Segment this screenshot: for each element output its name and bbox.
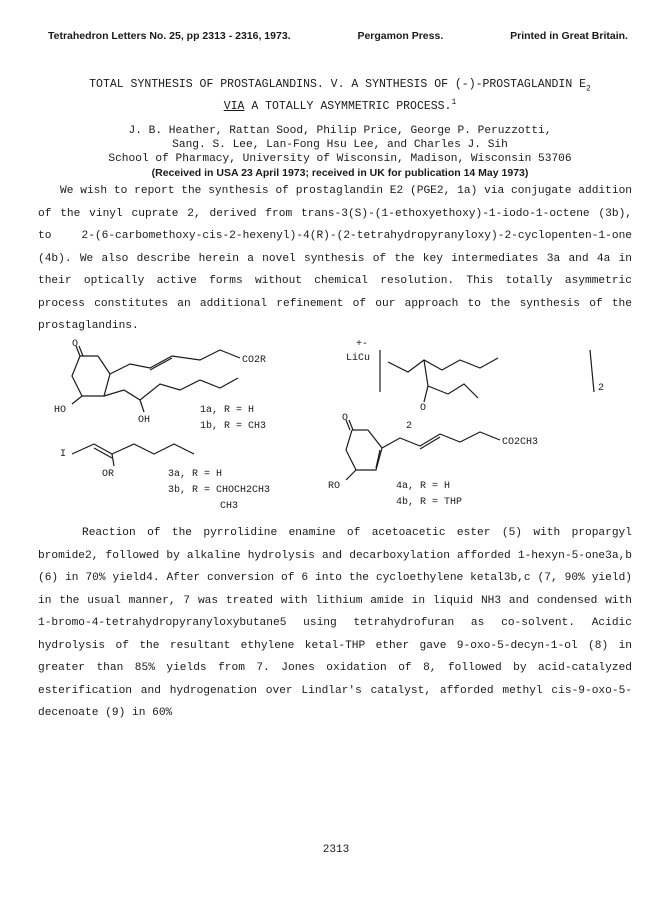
c1a-label: 1a, R = H [200, 405, 255, 416]
c4b-label: 4b, R = THP [396, 497, 463, 508]
journal-citation: Tetrahedron Letters No. 25, pp 2313 - 2316, 1973. [48, 30, 291, 42]
running-header [48, 30, 628, 42]
c4a-label: 4a, R = H [396, 481, 451, 492]
chemical-structures [50, 338, 630, 518]
paragraph-body: Reaction of the pyrrolidine enamine of acetoacetic ester (5) with propargyl bromide2, followed by alkaline hydrolysis and decarboxylation afforded 1-hexyn-5-one3a,b (6) in 70% yield4. After conversion of 6 into the cycloethylene ketal3b,c (7, 90% yield) in the usual manner, 7 was treated with lithium amide in liquid NH3 and condensed with 1-bromo-4-tetrahydropyranyloxybutane5 using tetrahydrofuran as co-solvent. Acidic hydrolysis of the resultant ethylene ketal-THP ether gave 9-oxo-5-decyn-1-ol (8) in greater than 85% yields from 7. Jones oxidation of 8, followed by acid-catalyzed esterification and hydrogenation over Lindlar's catalyst, afforded methyl cis-9-oxo-5-decenoate (9) in 60% [38, 527, 632, 719]
c1-oh: OH [138, 415, 151, 426]
author-line1: J. B. Heather, Rattan Sood, Philip Price, George P. Peruzzotti, [128, 125, 552, 137]
c4-ketone-o: O [342, 413, 349, 424]
c2-licu: LiCu [346, 353, 371, 364]
publisher: Pergamon Press. [357, 30, 444, 42]
printed-in: Printed in Great Britain. [510, 30, 628, 42]
article-title-line2 [40, 98, 640, 113]
structures-figure [50, 338, 630, 518]
c4-ro: RO [328, 481, 341, 492]
c1b-label: 1b, R = CH3 [200, 421, 267, 432]
c1-co2r: CO2R [242, 355, 267, 366]
c1-ketone-o: O [72, 339, 79, 350]
c3b-label: 3b, R = CHOCH2CH3 [168, 485, 271, 496]
c4-co2ch3: CO2CH3 [502, 437, 539, 448]
paragraph-intro: We wish to report the synthesis of prostaglandin E2 (PGE2, 1a) via conjugate addition of the vinyl cuprate 2, derived from trans-3(S)-(1-ethoxyethoxy)-1-iodo-1-octene (3b), to 2-(6-carbomethoxy-cis-2-hexenyl)-4(R)-(2-tetrahydropyranyloxy)-2-cyclopenten-1-one (4b). We also describe herein a novel synthesis of the key intermediates 3a and 4a in their optically active forms without chemical resolution. This totally asymmetric process constitutes an additional refinement of our approach to the synthesis of the prostaglandins. [38, 185, 632, 332]
c3-or: OR [102, 469, 115, 480]
c1-ho: HO [54, 405, 67, 416]
article-title-line1 [40, 78, 640, 93]
title-via: VIA [223, 99, 245, 113]
title-line1-subscript: 2 [586, 84, 591, 94]
c3a-label: 3a, R = H [168, 469, 223, 480]
c3-iodo: I [60, 449, 67, 460]
affiliation: School of Pharmacy, University of Wisconsin, Madison, Wisconsin 53706 [108, 153, 572, 165]
c2-label: 2 [406, 421, 413, 432]
author-line2: Sang. S. Lee, Lan-Fong Hsu Lee, and Charles J. Sih [172, 139, 508, 151]
received-dates: (Received in USA 23 April 1973; received in UK for publication 14 May 1973) [151, 167, 529, 179]
page-number: 2313 [322, 844, 350, 856]
title-line2-text: A TOTALLY ASYMMETRIC PROCESS. [244, 99, 452, 113]
c2-subscript: 2 [598, 383, 605, 394]
c2-charge: +- [356, 339, 369, 350]
c3b-methyl: CH3 [220, 501, 239, 512]
c2-ether-o: O [420, 403, 427, 414]
title-line1-text: TOTAL SYNTHESIS OF PROSTAGLANDINS. V. A SYNTHESIS OF (-)-PROSTAGLANDIN E [89, 78, 587, 91]
title-footnote-mark: 1 [451, 98, 457, 107]
